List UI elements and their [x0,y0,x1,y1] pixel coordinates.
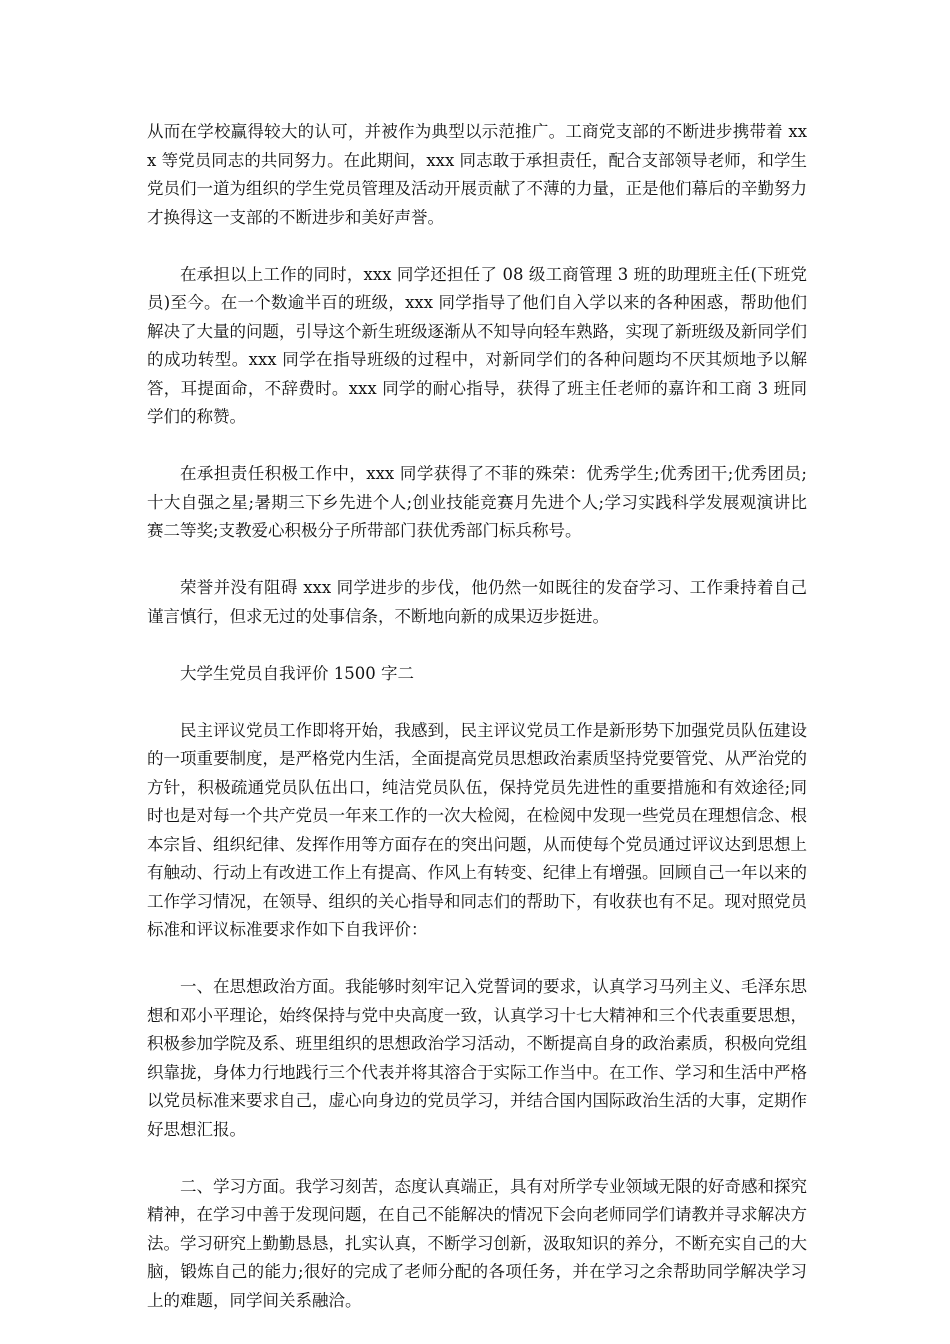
paragraph-1: 从而在学校赢得较大的认可，并被作为典型以示范推广。工商党支部的不断进步携带着 xxx 等党员同志的共同努力。在此期间，xxx 同志敢于承担责任，配合支部领导老师，和学生党员们一道为组织的学生党员管理及活动开展贡献了不薄的力量，正是他们幕后的辛勤努力才换得这一支部的不断进步和美好声誉。 [147,122,807,227]
paragraph-2: 在承担以上工作的同时，xxx 同学还担任了 08 级工商管理 3 班的助理班主任(下班党员)至今。在一个数逾半百的班级，xxx 同学指导了他们自入学以来的各种困惑，帮助他们解决了大量的问题，引导这个新生班级逐渐从不知导向轻车熟路，实现了新班级及新同学们的成功转型。xxx 同学在指导班级的过程中，对新同学们的各种问题均不厌其烦地予以解答，耳提面命，不辞费时。xxx 同学的耐心指导，获得了班主任老师的嘉许和工商 3 班同学们的称赞。 [147,264,807,426]
document-body [147,118,807,1344]
paragraph-5: 民主评议党员工作即将开始，我感到，民主评议党员工作是新形势下加强党员队伍建设的一项重要制度，是严格党内生活，全面提高党员思想政治素质坚持党要管党、从严治党的方针，积极疏通党员队伍出口，纯洁党员队伍，保持党员先进性的重要措施和有效途径;同时也是对每一个共产党员一年来工作的一次大检阅，在检阅中发现一些党员在理想信念、根本宗旨、组织纪律、发挥作用等方面存在的突出问题，从而使每个党员通过评议达到思想上有触动、行动上有改进工作上有提高、作风上有转变、纪律上有增强。回顾自己一年以来的工作学习情况，在领导、组织的关心指导和同志们的帮助下，有收获也有不足。现对照党员标准和评议标准要求作如下自我评价： [147,720,807,939]
paragraph-3: 在承担责任积极工作中，xxx 同学获得了不菲的殊荣：优秀学生;优秀团干;优秀团员;十大自强之星;暑期三下乡先进个人;创业技能竞赛月先进个人;学习实践科学发展观演讲比赛二等奖;支教爱心积极分子所带部门获优秀部门标兵称号。 [147,464,807,540]
section-heading: 大学生党员自我评价 1500 字二 [180,663,414,683]
paragraph-7: 二、学习方面。我学习刻苦，态度认真端正，具有对所学专业领域无限的好奇感和探究精神，在学习中善于发现问题，在自己不能解决的情况下会向老师同学们请教并寻求解决方法。学习研究上勤勤恳恳，扎实认真，不断学习创新，汲取知识的养分，不断充实自己的大脑，锻炼自己的能力;很好的完成了老师分配的各项任务，并在学习之余帮助同学解决学习上的难题，同学间关系融洽。 [147,1176,807,1310]
paragraph-6: 一、在思想政治方面。我能够时刻牢记入党誓词的要求，认真学习马列主义、毛泽东思想和邓小平理论，始终保持与党中央高度一致，认真学习十七大精神和三个代表重要思想，积极参加学院及系、班里组织的思想政治学习活动，不断提高自身的政治素质，积极向党组织靠拢，身体力行地践行三个代表并将其溶合于实际工作当中。在工作、学习和生活中严格以党员标准来要求自己，虚心向身边的党员学习，并结合国内国际政治生活的大事，定期作好思想汇报。 [147,977,807,1139]
paragraph-4: 荣誉并没有阻碍 xxx 同学进步的步伐，他仍然一如既往的发奋学习、工作秉持着自己谨言慎行，但求无过的处事信条，不断地向新的成果迈步挺进。 [147,578,807,626]
